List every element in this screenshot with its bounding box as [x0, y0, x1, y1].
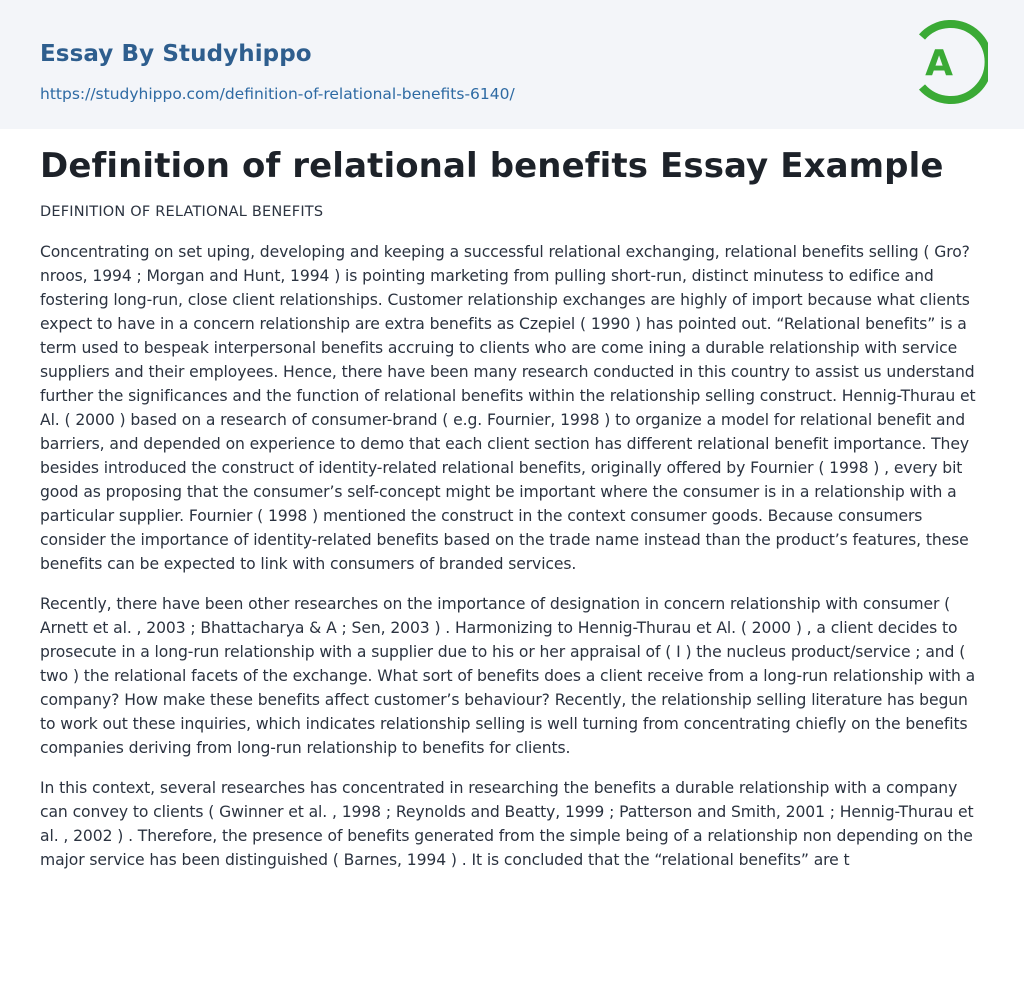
- site-brand[interactable]: Essay By Studyhippo: [40, 41, 312, 67]
- page-title: Definition of relational benefits Essay Example: [40, 146, 944, 186]
- logo-letter: A: [925, 43, 953, 84]
- essay-paragraph: In this context, several researches has concentrated in researching the benefits a durable relationship with a company can convey to clients ( Gwinner et al. , 1998 ; Reynolds and Beatty, 1999 ; Patterson and Smith, 2001 ; Hennig-Thurau et al. , 2002 ) . Therefore, the presence of benefits generated from the simple being of a relationship non depending on the major service has been distinguished ( Barnes, 1994 ) . It is concluded that the “relational benefits” are t: [40, 779, 974, 869]
- essay-subtitle: DEFINITION OF RELATIONAL BENEFITS: [40, 204, 324, 220]
- essay-paragraph: Concentrating on set uping, developing and keeping a successful relational exchanging, relational benefits selling ( Gro? nroos, 1994 ; Morgan and Hunt, 1994 ) is pointing marketing from pulling short-run, distinct minutess to edifice and fostering long-run, close client relationships. Customer relationship exchanges are highly of import because what clients expect to have in a concern relationship are extra benefits as Czepiel ( 1990 ) has pointed out. “Relational benefits” is a term used to bespeak interpersonal benefits accruing to clients who are come ining a durable relationship with service suppliers and their employees. Hence, there have been many research conducted in this country to assist us understand further the significances and the function of relational benefits within the relationship selling construct. Hennig-Thurau et Al. ( 2000 ) based on a research of consumer-brand ( e.g. Fournier, 1998 ) to organize a model for relational benefit and barriers, and depended on experience to demo that each client section has different relational benefit importance. They besides introduced the construct of identity-related relational benefits, originally offered by Fournier ( 1998 ) , every bit good as proposing that the consumer’s self-concept might be important where the consumer is in a relationship with a particular supplier. Fournier ( 1998 ) mentioned the construct in the context consumer goods. Because consumers consider the importance of identity-related benefits based on the trade name instead than the product’s features, these benefits can be expected to link with consumers of branded services.: [40, 243, 976, 573]
- essay-url-link[interactable]: https://studyhippo.com/definition-of-relational-benefits-6140/: [40, 85, 515, 103]
- studyhippo-logo-icon[interactable]: [910, 18, 988, 106]
- essay-paragraph: Recently, there have been other researches on the importance of designation in concern relationship with consumer ( Arnett et al. , 2003 ; Bhattacharya & A ; Sen, 2003 ) . Harmonizing to Hennig-Thurau et Al. ( 2000 ) , a client decides to prosecute in a long-run relationship with a supplier due to his or her appraisal of ( I ) the nucleus product/service ; and ( two ) the relational facets of the exchange. What sort of benefits does a client receive from a long-run relationship with a company? How make these benefits affect customer’s behaviour? Recently, the relationship selling literature has begun to work out these inquiries, which indicates relationship selling is well turning from concentrating chiefly on the benefits companies deriving from long-run relationship to benefits for clients.: [40, 595, 976, 757]
- essay-body: [40, 240, 985, 888]
- site-header: [0, 0, 1024, 129]
